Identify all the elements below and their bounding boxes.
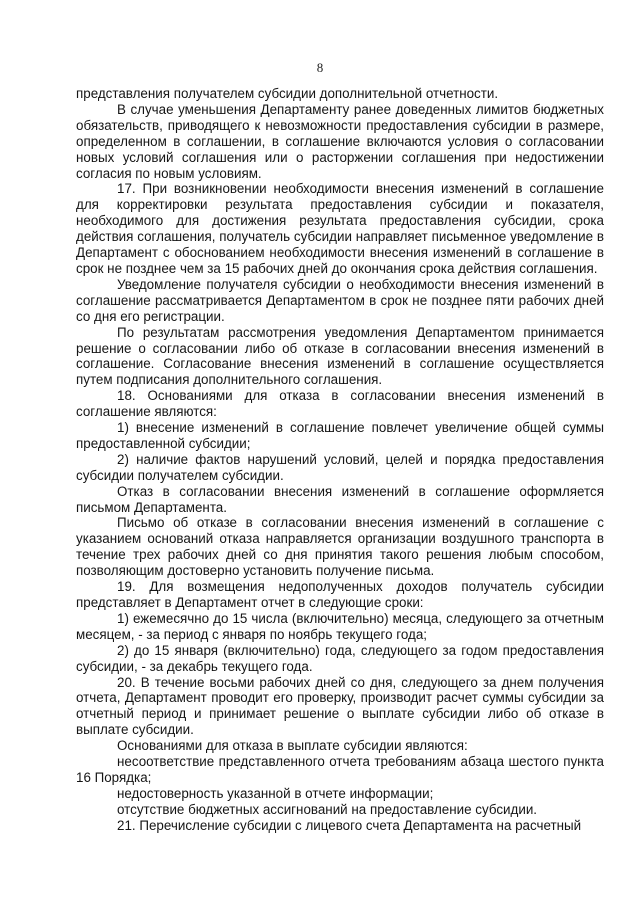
document-body <box>76 86 604 834</box>
list-item: 1) внесение изменений в соглашение повлечет увеличение общей суммы предоставленной субсидии; <box>76 420 604 451</box>
paragraph: Отказ в согласовании внесения изменений в соглашение оформляется письмом Департамента. <box>76 483 604 515</box>
paragraph: В случае уменьшения Департаменту ранее доведенных лимитов бюджетных обязательств, приводящего к невозможности предоставления субсидии в размере, определенном в соглашении, в соглашение включаются условия о согласовании новых условий соглашения или о расторжении соглашения при недостижении согласия по новым условиям. <box>76 101 604 181</box>
paragraph: 18. Основаниями для отказа в согласовании внесения изменений в соглашение являются: <box>76 388 604 420</box>
paragraph: 19. Для возмещения недополученных доходов получатель субсидии представляет в Департамент отчет в следующие сроки: <box>76 579 604 610</box>
paragraph: представления получателем субсидии дополнительной отчетности. <box>76 86 499 101</box>
list-item: недостоверность указанной в отчете информации; <box>117 785 434 801</box>
list-item: 1) ежемесячно до 15 числа (включительно) месяца, следующего за отчетным месяцем, - за период с января по ноябрь текущего года; <box>76 610 604 642</box>
paragraph: 17. При возникновении необходимости внесения изменений в соглашение для корректировки результата предоставления субсидии и показателя, необходимого для достижения результата предоставления субсидии, срока действия соглашения, получатель субсидии направляет письменное уведомление в Департамент с обоснованием необходимости внесения изменений в соглашение в срок не позднее чем за 15 рабочих дней до окончания срока действия соглашения. <box>76 181 604 276</box>
paragraph: По результатам рассмотрения уведомления Департаментом принимается решение о согласовании либо об отказе в согласовании внесения изменений в соглашение. Согласование внесения изменений в соглашение осуществляется путем подписания дополнительного соглашения. <box>76 324 604 388</box>
page-number: 8 <box>316 60 324 75</box>
list-item: несоответствие представленного отчета требованиям абзаца шестого пункта 16 Порядка; <box>76 754 604 785</box>
list-item: 2) наличие фактов нарушений условий, целей и порядка предоставления субсидии получателем субсидии. <box>76 451 604 483</box>
paragraph: 20. В течение восьми рабочих дней со дня, следующего за днем получения отчета, Департамент проводит его проверку, производит расчет суммы субсидии за отчетный период и принимает решение о выплате субсидии либо об отказе в выплате субсидии. <box>76 674 604 738</box>
paragraph: Основаниями для отказа в выплате субсидии являются: <box>117 738 468 754</box>
list-item: отсутствие бюджетных ассигнований на предоставление субсидии. <box>117 801 538 817</box>
list-item: 2) до 15 января (включительно) года, следующего за годом предоставления субсидии, - за декабрь текущего года. <box>76 642 604 674</box>
paragraph: 21. Перечисление субсидии с лицевого счета Департамента на расчетный <box>117 817 582 833</box>
paragraph: Письмо об отказе в согласовании внесения изменений в соглашение с указанием оснований отказа направляется организации воздушного транспорта в течение трех рабочих дней со дня принятия такого решения любым способом, позволяющим достоверно установить получение письма. <box>76 515 604 579</box>
paragraph: Уведомление получателя субсидии о необходимости внесения изменений в соглашение рассматривается Департаментом в срок не позднее пяти рабочих дней со дня его регистрации. <box>76 276 604 324</box>
